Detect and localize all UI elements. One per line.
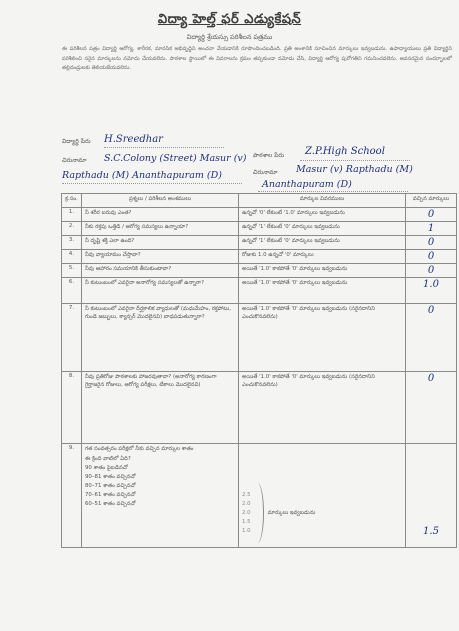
row-number: 5. xyxy=(62,264,82,278)
row-number: 1. xyxy=(62,208,82,222)
row-number: 6. xyxy=(62,278,82,304)
row-number: 3. xyxy=(62,236,82,250)
table-row xyxy=(62,444,457,548)
school-address-line2: Ananthapuram (D) xyxy=(262,179,352,190)
form-intro: ఈ పరిశీలన పత్రం విద్యార్థి ఆరోగ్య, శారీరక, మానసిక అభివృద్ధిని అంచనా వేయడానికి రూపొందించబడింది. ప్రతి అంశానికి సూచించిన మార్కులు ఇవ్వబడును. ఉపాధ్యాయులు ప్రతి విద్యార్థిని పరిశీలించి సరైన మార్కులను నమోదు చేయవలెను. పాఠశాల స్థాయిలో ఈ వివరాలను క్రమం తప్పకుండా నమోదు చేసి, విద్యార్థి ఆరోగ్య పురోగతిని గమనించవలెను. అవసరమైన సందర్భాలలో తల్లిదండ్రులకు తెలియజేయవలెను. xyxy=(62,46,452,71)
row-question: నీవు ప్రతిరోజు పాఠశాలకు హాజరవుతావా? (అనారోగ్య కారణంగా గైర్హాజరైన రోజులు, ఆరోగ్య పరీక్షలు, టీకాలు మొదలైనవి) xyxy=(82,372,239,444)
header-marks: వచ్చిన మార్కులు xyxy=(406,194,457,208)
school-name-line xyxy=(300,160,410,161)
row-question: నీ దృష్టి శక్తి ఎలా ఉంది? xyxy=(82,236,239,250)
row-question: నీవు ఆహారం సమయానికి తీసుకుంటావా? xyxy=(82,264,239,278)
table-row xyxy=(62,208,457,222)
header-serial: క్ర.సం. xyxy=(62,194,82,208)
grade-option: 90 శాతం పైబడినచో xyxy=(85,465,128,471)
school-address-line xyxy=(258,191,408,192)
row-number: 4. xyxy=(62,250,82,264)
student-address-line xyxy=(62,183,242,184)
student-address-label: చిరునామా xyxy=(62,157,87,164)
row-marks: 0 xyxy=(406,304,457,372)
row-number: 2. xyxy=(62,222,82,236)
row-criteria: అయితే '1.0' కాకపోతే '0' మార్కులు ఇవ్వబడును xyxy=(239,264,406,278)
row-marks: 1.0 xyxy=(406,278,457,304)
table-row xyxy=(62,304,457,372)
row-number: 9. xyxy=(62,444,82,548)
header-question: ప్రశ్నలు / పరిశీలన అంశములు xyxy=(82,194,239,208)
school-name-value: Z.P.High School xyxy=(305,146,385,157)
header-criteria: మార్కుల వివరములు xyxy=(239,194,406,208)
school-address-line1: Masur (v) Rapthadu (M) xyxy=(296,164,413,175)
form-title: విద్యా హెల్త్ ఫర్ ఎడ్యుకేషన్ xyxy=(157,12,302,27)
table-row xyxy=(62,372,457,444)
row-marks: 0 xyxy=(406,250,457,264)
grade-scale-value: 2.5 xyxy=(242,491,251,498)
grade-scale-value: 1.5 xyxy=(242,518,251,525)
row-question: నీవు వ్యాయామం చేస్తావా? xyxy=(82,250,239,264)
student-address-line1: S.C.Colony (Street) Masur (v) xyxy=(104,153,247,164)
row-marks: 0 xyxy=(406,208,457,222)
row-criteria xyxy=(239,444,406,548)
row-marks: 1.5 xyxy=(406,444,457,548)
row-criteria: అయితే '1.0' కాకపోతే '0' మార్కులు ఇవ్వబడును (సరైనదానిని ఎంచుకొనవలెను) xyxy=(239,372,406,444)
grade-option: 60–51 శాతం వచ్చినచో xyxy=(85,501,136,507)
row-marks: 0 xyxy=(406,372,457,444)
row-question xyxy=(82,444,239,548)
grade-option: ఈ క్రింది వాటిలో ఏది? xyxy=(85,456,131,462)
student-address-line2: Rapthadu (M) Ananthapuram (D) xyxy=(62,170,222,181)
assessment-table xyxy=(61,193,457,548)
row-marks: 0 xyxy=(406,264,457,278)
row-marks: 1 xyxy=(406,222,457,236)
student-name-value: H.Sreedhar xyxy=(104,134,163,145)
row-criteria: ఉన్నచో '0' లేకుంటే '1.0' మార్కులు ఇవ్వబడును xyxy=(239,208,406,222)
table-header-row xyxy=(62,194,457,208)
grade-option: 70–61 శాతం వచ్చినచో xyxy=(85,492,136,498)
grade-scale-value: 1.0 xyxy=(242,527,251,534)
row-question: నీ కుటుంబంలో ఎవరైనా అనారోగ్య సమస్యలతో ఉన్నారా? xyxy=(82,278,239,304)
brace-icon xyxy=(251,483,264,543)
table-row xyxy=(62,278,457,304)
row-number: 7. xyxy=(62,304,82,372)
row-question: నీ కుటుంబంలో ఎవరైనా దీర్ఘకాలిక వ్యాధులతో (మధుమేహం, రక్తపోటు, గుండె జబ్బులు, క్యాన్సర్ మొదలైనవి) బాధపడుతున్నారా? xyxy=(82,304,239,372)
grade-scale-value: 2.0 xyxy=(242,500,251,507)
table-row xyxy=(62,264,457,278)
table-row xyxy=(62,236,457,250)
row-marks: 0 xyxy=(406,236,457,250)
table-row xyxy=(62,222,457,236)
school-address-label: చిరునామా xyxy=(253,169,278,176)
row-criteria: రోజుకు 1.0 ఉన్నచో '0' మార్కులు xyxy=(239,250,406,264)
grade-scale-value: 2.0 xyxy=(242,509,251,516)
grade-option: 80–71 శాతం వచ్చినచో xyxy=(85,483,136,489)
grade-options xyxy=(85,455,235,509)
row-criteria: ఉన్నచో '1' లేకుంటే '0' మార్కులు ఇవ్వబడును xyxy=(239,222,406,236)
student-name-line xyxy=(104,147,224,148)
form-subtitle: విద్యార్థి శ్రేయస్సు పరిశీలన పత్రము xyxy=(186,33,273,41)
school-name-label: పాఠశాల పేరు xyxy=(253,152,285,159)
row-criteria-text: మార్కులు ఇవ్వబడును xyxy=(267,510,316,516)
grade-scale xyxy=(242,491,251,536)
student-name-label: విద్యార్థి పేరు xyxy=(62,138,91,145)
row-criteria: అయితే '1.0' కాకపోతే '0' మార్కులు ఇవ్వబడును xyxy=(239,278,406,304)
row-question: నీ శరీర బరువు ఎంత? xyxy=(82,208,239,222)
row-question: నీకు రక్తపు ఒత్తిడి / ఆరోగ్య సమస్యలు ఉన్నాయా? xyxy=(82,222,239,236)
row-criteria: ఉన్నచో '1' లేకుంటే '0' మార్కులు ఇవ్వబడును xyxy=(239,236,406,250)
row-question-text: గత సంవత్సరం పరీక్షలో నీకు వచ్చిన మార్కుల శాతం xyxy=(85,446,194,452)
row-criteria: అయితే '1.0' కాకపోతే '0' మార్కులు ఇవ్వబడును (సరైనదానిని ఎంచుకొనవలెను) xyxy=(239,304,406,372)
row-number: 8. xyxy=(62,372,82,444)
table-row xyxy=(62,250,457,264)
grade-option: 90–81 శాతం వచ్చినచో xyxy=(85,474,136,480)
